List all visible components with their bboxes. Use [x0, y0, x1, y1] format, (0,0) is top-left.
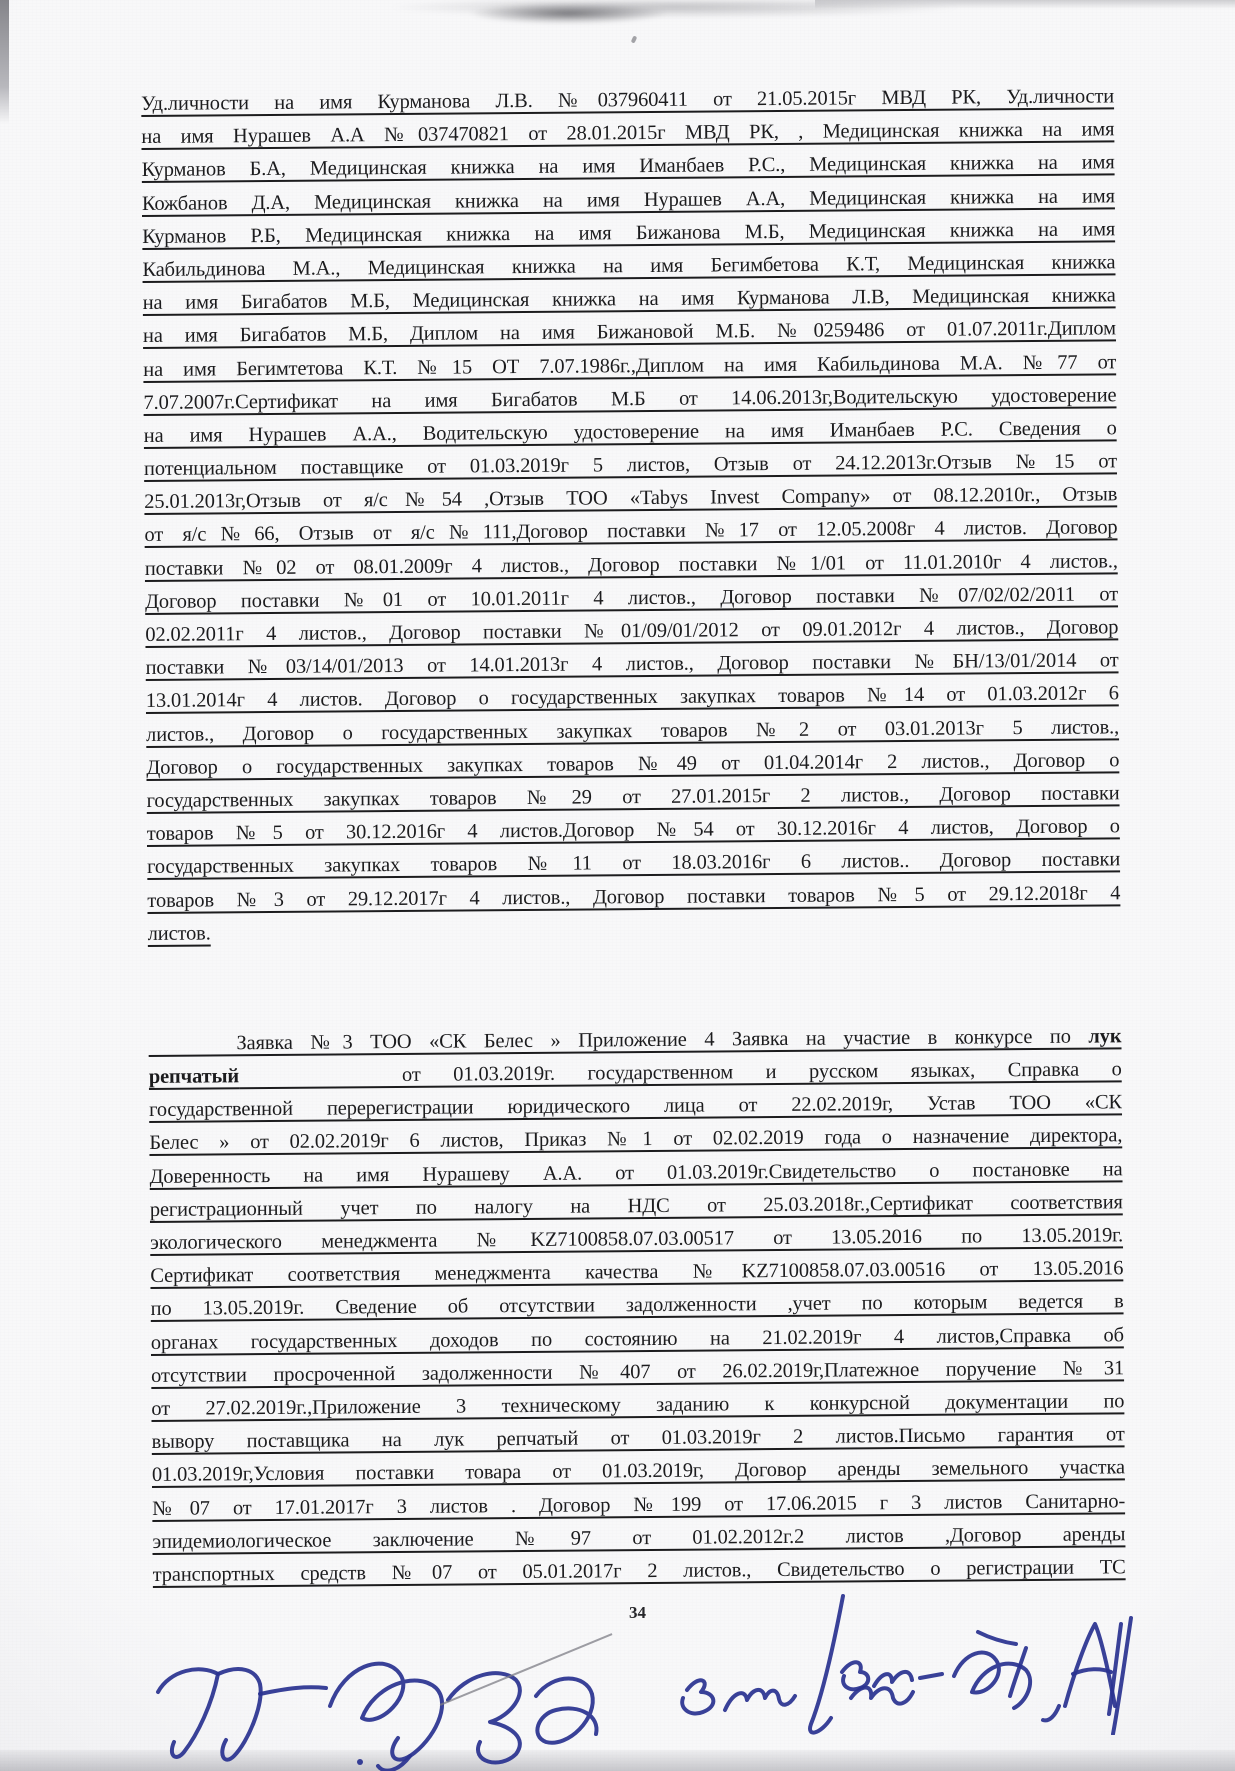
handwritten-signature-1	[148, 1630, 628, 1771]
text-line: Заявка №3 ТОО «СК Белес » Приложение 4 Заявка на участие в конкурсе по лук	[148, 1025, 1122, 1055]
text-line: на имя Бигабатов М.Б, Диплом на имя Бижановой М.Б. №0259486 от 01.07.2011г.Диплом	[142, 317, 1117, 348]
text-line: 13.01.2014г 4 листов. Договор о государственных закупках товаров №14 от 01.03.2012г 6	[145, 682, 1119, 713]
text-line: 02.02.2011г 4 листов., Договор поставки №01/09/01/2012 от 09.01.2012г 4 листов., Договор	[145, 616, 1119, 646]
page-number: 34	[629, 1603, 646, 1622]
text-line: экологического менеджмента №KZ7100858.07.03.00517 от 13.05.2016 по 13.05.2019г.	[149, 1224, 1124, 1254]
text-line: государственных закупках товаров №29 от 27.01.2015г 2 листов., Договор поставки	[146, 782, 1120, 812]
text-line: государственной перерегистрации юридического лица от 22.02.2019г, Устав ТОО «СК	[148, 1091, 1123, 1122]
text-line: Курманов Р.Б, Медицинская книжка на имя Бижанова М.Б, Медицинская книжка на имя	[142, 218, 1116, 248]
scan-edge-shadow-left	[0, 0, 9, 124]
text-line: №07 от 17.01.2017г 3 листов . Договор №199 от 17.06.2015 г 3 листов Санитарно-	[152, 1489, 1126, 1520]
text-line: Договор о государственных закупках товаров №49 от 01.04.2014г 2 листов., Договор о	[146, 749, 1120, 779]
text-line: на имя Нурашев А.А., Водительскую удостоверение на имя Иманбаев Р.С. Сведения о	[143, 417, 1117, 447]
text-line: товаров №3 от 29.12.2017г 4 листов., Договор поставки товаров №5 от 29.12.2018г 4	[147, 881, 1121, 912]
handwritten-signature-3	[830, 1622, 1040, 1722]
text-line: потенциальном поставщике от 01.03.2019г 5 листов, Отзыв от 24.12.2013г.Отзыв №15 от	[143, 450, 1118, 481]
text-line: отсутствии просроченной задолженности №407 от 26.02.2019г,Платежное поручение №31	[151, 1357, 1125, 1387]
text-line: на имя Бигабатов М.Б, Медицинская книжка на имя Курманова Л.В, Медицинская книжка	[142, 284, 1116, 315]
text-line: от я/с№66, Отзыв от я/с№111,Договор поставки №17 от 12.05.2008г 4 листов. Договор	[144, 516, 1118, 547]
text-line: Договор поставки №01 от 10.01.2011г 4 листов., Договор поставки №07/02/02/2011 от	[144, 583, 1119, 613]
text-line: 25.01.2013г,Отзыв от я/с№54 ,Отзыв ТОО «Tabys Invest Company» от 08.12.2010г., Отзыв	[144, 483, 1118, 514]
text-line: репчатый от 01.03.2019г. государственном и русском языках, Справка о	[148, 1058, 1122, 1089]
text-line: транспортных средств №07 от 05.01.2017г 2 листов., Свидетельство о регистрации ТС	[152, 1556, 1126, 1586]
text-line: на имя Нурашев А.А №037470821 от 28.01.2015г МВД РК, , Медицинская книжка на имя	[141, 118, 1115, 149]
text-line: Кожбанов Д.А, Медицинская книжка на имя Нурашев А.А, Медицинская книжка на имя	[141, 184, 1115, 215]
text-line: Кабильдинова М.А., Медицинская книжка на имя Бегимбетова К.Т, Медицинская книжка	[142, 251, 1116, 281]
text-line: Сертификат соответствия менеджмента качества №KZ7100858.07.03.00516 от 13.05.2016	[150, 1257, 1124, 1288]
text-line: товаров №5 от 30.12.2016г 4 листов.Договор №54 от 30.12.2016г 4 листов, Договор о	[146, 815, 1120, 846]
text-line: Курманов Б.А, Медицинская книжка на имя Иманбаев Р.С., Медицинская книжка на имя	[141, 151, 1115, 182]
text-line: по 13.05.2019г. Сведение об отсутствии задолженности ,учет по которым ведется в	[150, 1290, 1124, 1321]
text-line: эпидемиологическое заключение №97 от 01.02.2012г.2 листов ,Договор аренды	[152, 1523, 1126, 1553]
text-line: 7.07.2007г.Сертификат на имя Бигабатов М.Б от 14.06.2013г,Водительскую удостоверение	[143, 384, 1117, 414]
document-body	[141, 80, 1126, 1592]
text-line: листов., Договор о государственных закупках товаров №2 от 03.01.2013г 5 листов.,	[145, 715, 1120, 746]
text-line: от 27.02.2019г.,Приложение 3 техническому заданию к конкурсной документации по	[151, 1390, 1125, 1420]
scan-speck	[631, 35, 638, 43]
handwritten-signature-4	[1035, 1610, 1150, 1735]
text-line: 01.03.2019г,Условия поставки товара от 01.03.2019г, Договор аренды земельного участка	[151, 1456, 1125, 1487]
text-line: Доверенность на имя Нурашеву А.А. от 01.03.2019г.Свидетельство о постановке на	[149, 1157, 1123, 1188]
text-line: государственных закупках товаров №11 от 18.03.2016г 6 листов.. Договор поставки	[147, 848, 1121, 879]
text-line: регистрационный учет по налогу на НДС от 25.03.2018г.,Сертификат соответствия	[149, 1191, 1123, 1221]
text-line: вывору поставщика на лук репчатый от 01.03.2019г 2 листов.Письмо гарантия от	[151, 1423, 1125, 1454]
text-line: Уд.личности на имя Курманова Л.В. №037960411 от 21.05.2015г МВД РК, Уд.личности	[141, 85, 1115, 115]
text-line: органах государственных доходов по состоянию на 21.02.2019г 4 листов,Справка об	[150, 1323, 1124, 1354]
text-line: листов.	[147, 922, 211, 945]
text-line: на имя Бегимтетова К.Т. №15 ОТ 7.07.1986г.,Диплом на имя Кабильдинова М.А. №77 от	[143, 350, 1117, 381]
paragraph-application-3	[148, 1020, 1125, 1592]
text-line: поставки №02 от 08.01.2009г 4 листов., Договор поставки №1/01 от 11.01.2010г 4 листов.,	[144, 549, 1118, 580]
text-line: Белес » от 02.02.2019г 6 листов, Приказ №1 от 02.02.2019 года о назначение директора,	[149, 1124, 1123, 1155]
text-line: поставки №03/14/01/2013 от 14.01.2013г 4 листов., Договор поставки №БН/13/01/2014 от	[145, 649, 1119, 680]
scan-smudge	[468, 3, 668, 24]
paragraph-documents-list	[141, 80, 1121, 950]
